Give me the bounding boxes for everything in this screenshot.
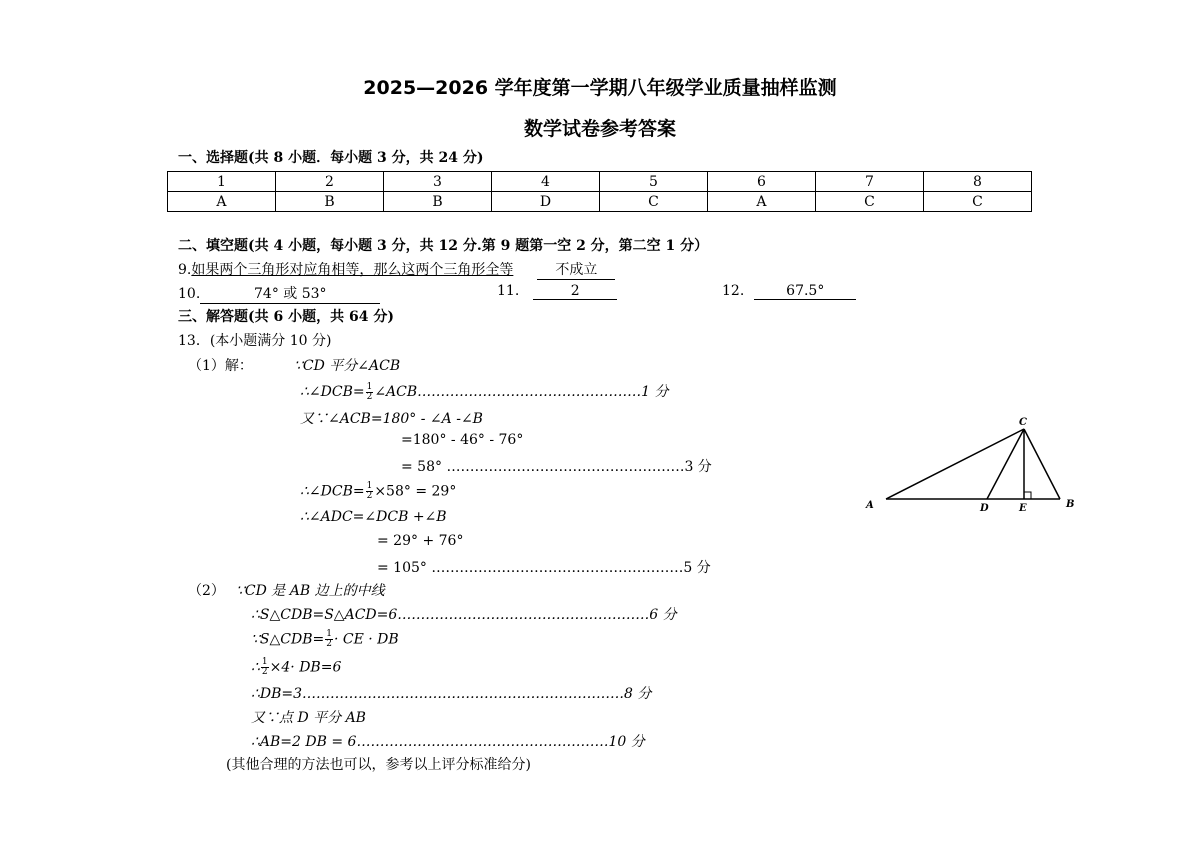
label-d: D <box>980 503 989 514</box>
solution-line: ∴∠DCB= $\frac{1}{2}$ ∠ACB…………………………………………1 分 <box>300 381 669 402</box>
page-title: 2025—2026 学年度第一学期八年级学业质量抽样监测 <box>363 77 837 99</box>
fraction-half: $\frac{1}{2}$ <box>326 629 332 649</box>
q12-number: 12. <box>722 283 745 299</box>
part1-label: （1）解： <box>188 358 253 374</box>
q12-line <box>722 283 856 300</box>
answer-cell: A <box>707 192 815 212</box>
solution-line: = 105° ………………………………………………5 分 <box>377 560 711 576</box>
question-number: 5 <box>599 172 707 192</box>
label-a: A <box>866 500 874 511</box>
question-number: 1 <box>168 172 276 192</box>
part2-label: （2） <box>188 583 225 599</box>
solution-line: ∵S△CDB= $\frac{1}{2}$ · CE · DB <box>251 629 399 649</box>
answer-cell: C <box>923 192 1031 212</box>
q9-number: 9. <box>178 262 192 278</box>
question-number: 8 <box>923 172 1031 192</box>
q9-answer-b: 不成立 <box>537 259 615 280</box>
answer-cell: A <box>168 192 276 212</box>
answer-cell: B <box>275 192 383 212</box>
solution-line: 又∵点 D 平分 AB <box>251 710 366 726</box>
solution-line: = 29° + 76° <box>377 533 464 549</box>
grading-note: (其他合理的方法也可以，参考以上评分标准给分) <box>226 757 531 773</box>
fraction-half: $\frac{1}{2}$ <box>366 481 373 501</box>
segment-bc <box>1024 429 1060 499</box>
fraction-half: $\frac{1}{2}$ <box>366 381 373 402</box>
solution-line: ∵CD 是 AB 边上的中线 <box>236 583 385 599</box>
q10-number: 10. <box>178 286 201 302</box>
question-number: 6 <box>707 172 815 192</box>
q10-answer: 74° 或 53° <box>200 283 380 304</box>
solution-line: ∴AB=2 DB = 6………………………………………………10 分 <box>251 734 645 750</box>
table-row <box>168 172 1032 192</box>
solution-line: ∵CD 平分∠ACB <box>294 358 401 374</box>
triangle-figure <box>860 410 1090 515</box>
q10-line <box>178 283 380 304</box>
page-subtitle: 数学试卷参考答案 <box>523 118 676 140</box>
answer-table <box>167 171 1032 212</box>
solution-line: ∴S△CDB=S△ACD=6………………………………………………6 分 <box>251 607 677 623</box>
segment-ac <box>886 429 1024 499</box>
q11-answer: 2 <box>533 283 617 300</box>
q9-line <box>178 259 615 280</box>
solution-line: 又∵∠ACB=180° - ∠A -∠B <box>300 411 483 427</box>
question-number: 4 <box>491 172 599 192</box>
label-c: C <box>1019 417 1027 428</box>
section2-heading: 二、填空题(共 4 小题，每小题 3 分，共 12 分.第 9 题第一空 2 分，第二空 1 分） <box>178 238 709 254</box>
answer-cell: C <box>815 192 923 212</box>
section3-heading: 三、解答题(共 6 小题，共 64 分) <box>178 309 394 325</box>
question-number: 7 <box>815 172 923 192</box>
right-angle-mark <box>1024 492 1031 499</box>
solution-line: ∴ $\frac{1}{2}$ ×4· DB=6 <box>251 657 342 677</box>
answer-cell: B <box>383 192 491 212</box>
q11-number: 11. <box>497 283 520 299</box>
solution-line: ∴∠ADC=∠DCB +∠B <box>300 509 447 525</box>
fraction-half: $\frac{1}{2}$ <box>261 657 268 677</box>
solution-line: = 58° ……………………………………………3 分 <box>401 459 712 475</box>
answer-cell: D <box>491 192 599 212</box>
table-row <box>168 192 1032 212</box>
question-number: 3 <box>383 172 491 192</box>
section1-heading: 一、选择题(共 8 小题．每小题 3 分，共 24 分) <box>178 150 484 166</box>
label-b: B <box>1066 499 1075 510</box>
q12-answer: 67.5° <box>754 283 856 300</box>
segment-cd <box>987 429 1024 499</box>
label-e: E <box>1019 503 1027 514</box>
q11-line <box>497 283 617 300</box>
answer-cell: C <box>599 192 707 212</box>
q9-answer-a: 如果两个三角形对应角相等，那么这两个三角形全等 <box>191 262 514 278</box>
q13-heading: 13．(本小题满分 10 分) <box>178 333 332 349</box>
solution-line: =180° - 46° - 76° <box>401 432 524 448</box>
question-number: 2 <box>275 172 383 192</box>
solution-line: ∴∠DCB= $\frac{1}{2}$ ×58° = 29° <box>300 481 457 501</box>
solution-line: ∴DB=3……………………………………………………………8 分 <box>251 686 652 702</box>
